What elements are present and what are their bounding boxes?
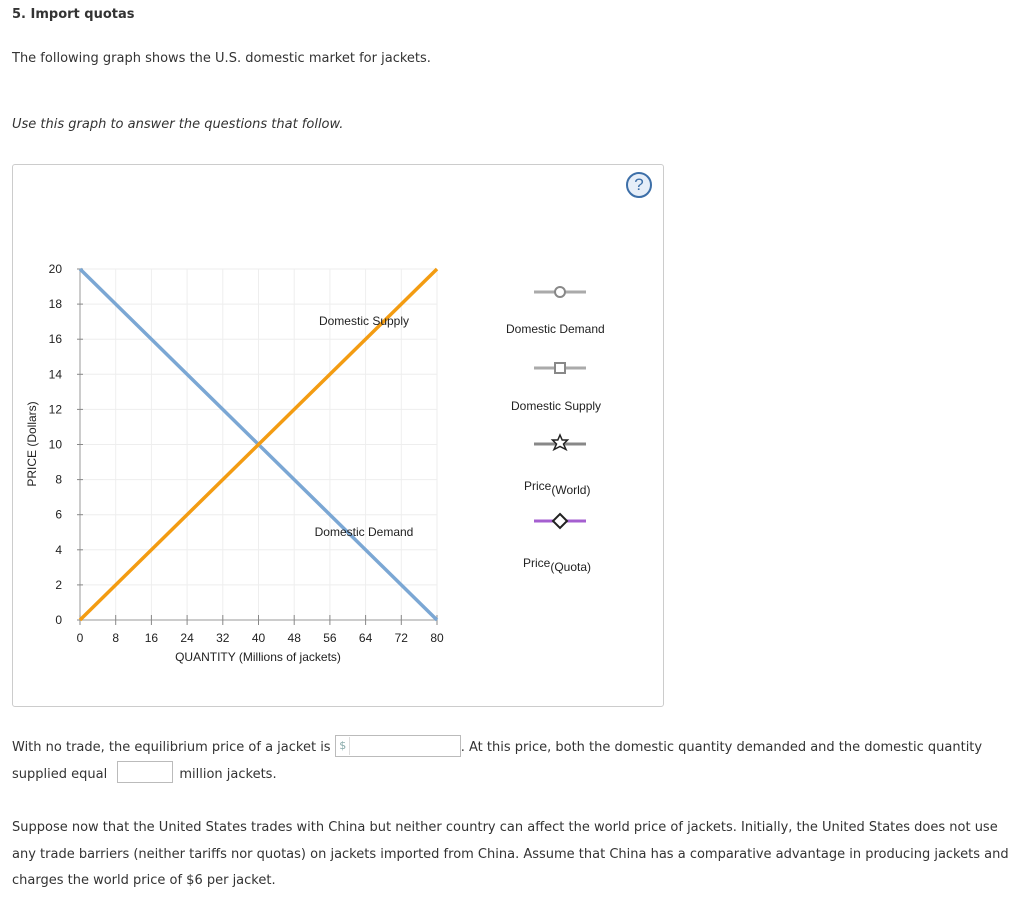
legend-price-quota-main: Price — [523, 556, 551, 570]
x-tick-label: 64 — [358, 631, 373, 645]
question-1 — [12, 735, 1016, 788]
legend-price-world-main: Price — [524, 479, 552, 493]
y-tick-label: 14 — [48, 367, 62, 382]
price-quota-tool[interactable] — [534, 514, 586, 528]
y-tick-label: 2 — [55, 577, 62, 592]
y-tick-label: 0 — [55, 613, 62, 627]
x-tick-label: 40 — [251, 631, 266, 645]
dollar-sign: $ — [337, 737, 350, 755]
x-tick-label: 80 — [430, 631, 444, 645]
y-tick-label: 6 — [55, 507, 62, 522]
domestic-supply-curve-label: Domestic Supply — [318, 314, 410, 328]
x-tick-label: 0 — [76, 631, 84, 645]
legend-price-quota-sub: (Quota) — [550, 560, 592, 574]
y-tick-label: 18 — [48, 297, 62, 312]
legend-label-domestic-supply: Domestic Supply — [511, 399, 602, 413]
q1-part3: million jackets. — [179, 766, 277, 782]
diamond-marker-icon — [553, 514, 567, 528]
y-tick-label: 10 — [48, 437, 62, 452]
domestic-supply-tool[interactable] — [534, 363, 586, 373]
help-button[interactable]: ? — [626, 172, 652, 198]
legend-label-price-quota — [523, 556, 591, 574]
y-axis-label: PRICE (Dollars) — [25, 401, 39, 487]
x-tick-label: 56 — [323, 631, 337, 645]
star-marker-icon — [553, 435, 568, 450]
x-axis-label: QUANTITY (Millions of jackets) — [175, 650, 341, 664]
legend-price-world-sub: (World) — [551, 483, 591, 497]
y-tick-label: 20 — [48, 262, 62, 276]
equilibrium-quantity-input[interactable] — [117, 761, 173, 783]
page-title: 5. Import quotas — [12, 7, 135, 22]
x-tick-label: 16 — [144, 631, 159, 645]
y-tick-label: 16 — [48, 332, 62, 347]
domestic-demand-curve-label: Domestic Demand — [314, 525, 414, 539]
x-tick-label: 32 — [216, 631, 230, 645]
equilibrium-price-input[interactable] — [350, 736, 462, 758]
x-tick-label: 72 — [394, 631, 408, 645]
y-tick-label: 12 — [48, 402, 62, 417]
circle-marker-icon — [555, 287, 565, 297]
question-2: Suppose now that the United States trades with China but neither country can affect the world price of jackets. Initially, the United States does not use any trade barriers (neither tariffs nor quotas) on jackets imported from China. Assume that China has a comparative advantage in producing jackets and charges the world price of $6 per jacket. — [12, 820, 1009, 888]
q1-part1: With no trade, the equilibrium price of a jacket is — [12, 740, 331, 755]
y-tick-label: 4 — [55, 542, 62, 557]
x-tick-label: 24 — [180, 631, 194, 645]
price-world-tool[interactable] — [534, 435, 586, 450]
legend-label-domestic-demand: Domestic Demand — [506, 322, 605, 336]
y-tick-label: 8 — [55, 472, 62, 487]
q1-part2: . At this price, both the domestic quantity demanded and the domestic quantity supplied equal — [12, 740, 983, 782]
x-tick-label: 8 — [112, 631, 120, 645]
price-input-wrapper — [335, 735, 461, 757]
x-tick-label: 48 — [287, 631, 301, 645]
instruction-text: Use this graph to answer the questions that follow. — [12, 117, 344, 132]
legend-label-price-world — [524, 479, 590, 497]
intro-text: The following graph shows the U.S. domestic market for jackets. — [12, 51, 431, 66]
square-marker-icon — [555, 363, 565, 373]
domestic-demand-tool[interactable] — [534, 287, 586, 297]
